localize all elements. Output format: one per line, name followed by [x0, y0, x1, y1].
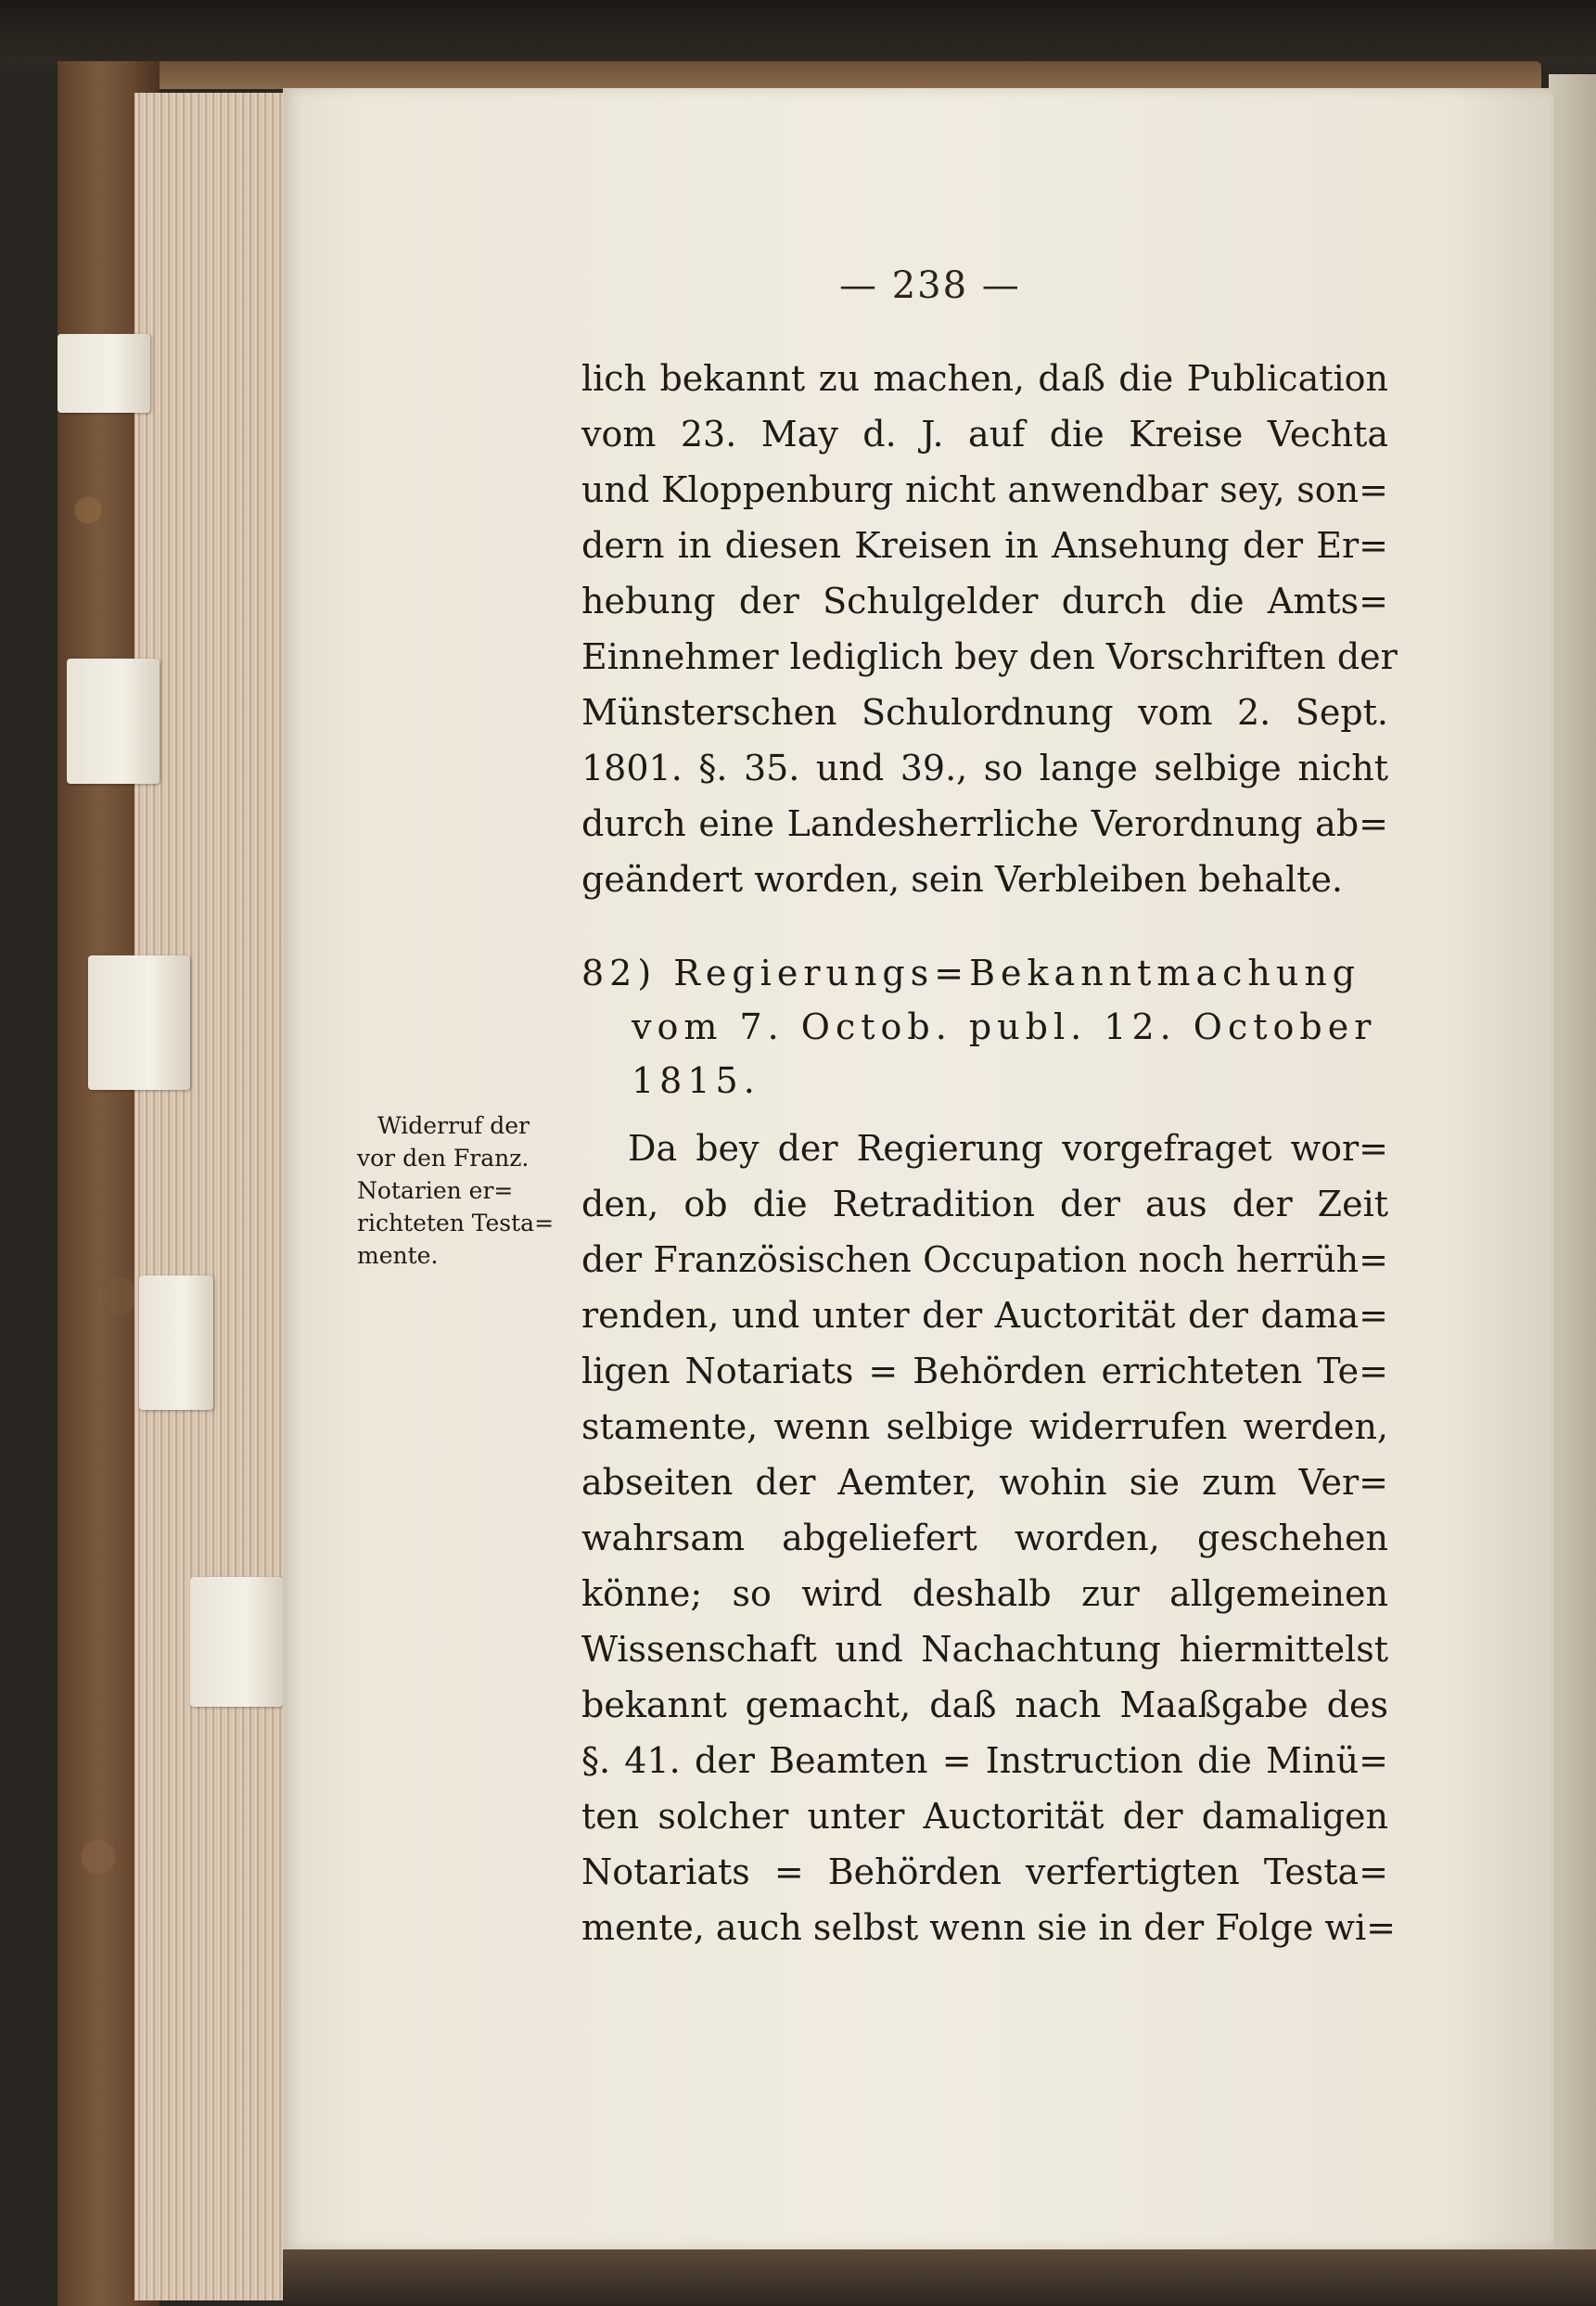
bottom-shadow [283, 2249, 1596, 2306]
paragraph-continued [581, 351, 1398, 907]
margin-note-line: mente. [357, 1242, 439, 1269]
bookmark-tab [57, 334, 150, 413]
margin-note-line: richteten Testa= [357, 1210, 555, 1236]
text-line: könne; so wird deshalb zur allgemeinen [581, 1573, 1388, 1614]
paragraph-main [581, 1121, 1396, 1955]
text-line: Einnehmer lediglich bey den Vorschriften der [581, 636, 1398, 677]
text-line: abseiten der Aemter, wohin sie zum Ver= [581, 1462, 1388, 1503]
bookmark-tab [139, 1275, 213, 1410]
heading-line: 1815. [632, 1060, 760, 1101]
page-edges [134, 93, 285, 2300]
heading-line: vom 7. Octob. publ. 12. October [632, 1006, 1377, 1047]
text-line: geändert worden, sein Verbleiben behalte. [581, 859, 1344, 900]
heading-line: 82) Regierungs=Bekanntmachung [581, 953, 1361, 993]
text-line: Da bey der Regierung vorgefraget wor= [628, 1128, 1388, 1169]
cover-top-edge [57, 61, 1541, 89]
text-line: mente, auch selbst wenn sie in der Folge wi= [581, 1907, 1396, 1948]
text-line: ligen Notariats = Behörden errichteten Te= [581, 1351, 1388, 1391]
text-line: bekannt gemacht, daß nach Maaßgabe des [581, 1685, 1388, 1725]
page-number: — 238 — [839, 264, 1021, 307]
section-heading [581, 946, 1388, 1108]
text-line: Wissenschaft und Nachachtung hiermittelst [581, 1629, 1388, 1670]
text-line: stamente, wenn selbige widerrufen werden, [581, 1406, 1388, 1447]
margin-note-line: vor den Franz. [357, 1145, 530, 1172]
bookmark-tab [67, 659, 160, 784]
margin-note [357, 1109, 580, 1272]
facing-page-edge [1549, 74, 1596, 2306]
text-line: wahrsam abgeliefert worden, geschehen [581, 1518, 1388, 1558]
text-line: ten solcher unter Auctorität der damaligen [581, 1796, 1388, 1837]
text-line: §. 41. der Beamten = Instruction die Minü= [581, 1740, 1388, 1781]
text-line: vom 23. May d. J. auf die Kreise Vechta [581, 414, 1388, 455]
text-line: 1801. §. 35. und 39., so lange selbige nicht [581, 748, 1388, 788]
text-line: dern in diesen Kreisen in Ansehung der Er= [581, 525, 1388, 566]
text-line: renden, und unter der Auctorität der dama= [581, 1295, 1388, 1336]
bookmark-tab [190, 1577, 283, 1707]
text-line: Münsterschen Schulordnung vom 2. Sept. [581, 692, 1388, 733]
margin-note-line: Notarien er= [357, 1177, 514, 1204]
margin-note-line: Widerruf der [377, 1112, 530, 1139]
text-line: hebung der Schulgelder durch die Amts= [581, 581, 1388, 621]
text-line: Notariats = Behörden verfertigten Testa= [581, 1851, 1388, 1892]
backdrop [0, 0, 1596, 65]
bookmark-tab [88, 955, 190, 1090]
text-line: lich bekannt zu machen, daß die Publication [581, 358, 1388, 399]
text-line: den, ob die Retradition der aus der Zeit [581, 1184, 1388, 1224]
text-line: und Kloppenburg nicht anwendbar sey, son= [581, 469, 1388, 510]
text-line: der Französischen Occupation noch herrüh= [581, 1239, 1388, 1280]
text-line: durch eine Landesherrliche Verordnung ab= [581, 803, 1388, 844]
